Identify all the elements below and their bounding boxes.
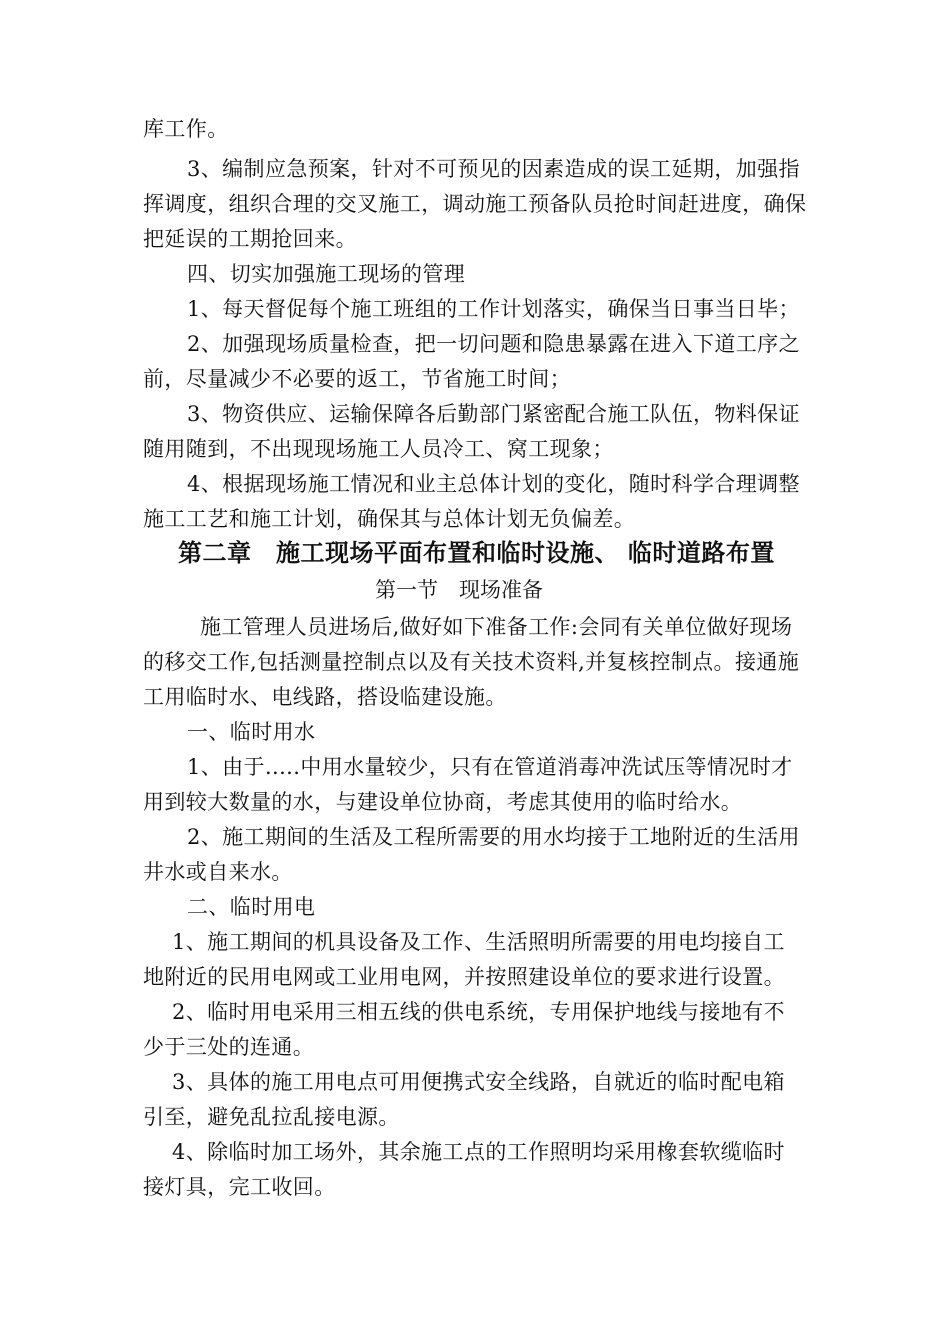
heading-line: 一、临时用水: [187, 720, 316, 744]
section-title: 第一节 现场准备: [375, 578, 543, 602]
paragraph-line: 地附近的民用电网或工业用电网，并按照建设单位的要求进行设置。: [143, 965, 785, 989]
paragraph-line: 4、除临时加工场外，其余施工点的工作照明均采用橡套软缆临时: [172, 1140, 785, 1164]
paragraph-line: 工用临时水、电线路，搭设临建设施。: [143, 685, 507, 709]
paragraph-line: 挥调度，组织合理的交叉施工，调动施工预备队员抢时间赶进度，确保: [143, 192, 807, 216]
paragraph-line: 4、根据现场施工情况和业主总体计划的变化，随时科学合理调整: [187, 472, 800, 496]
paragraph-line: 1、每天督促每个施工班组的工作计划落实，确保当日事当日毕；: [187, 297, 800, 321]
paragraph-line: 3、物资供应、运输保障各后勤部门紧密配合施工队伍，物料保证: [187, 402, 800, 426]
paragraph-line: 用到较大数量的水，与建设单位协商，考虑其使用的临时给水。: [143, 790, 743, 814]
paragraph-line: 把延误的工期抢回来。: [143, 227, 357, 251]
paragraph-line: 2、加强现场质量检查，把一切问题和隐患暴露在进入下道工序之: [187, 332, 800, 356]
paragraph-line: 2、施工期间的生活及工程所需要的用水均接于工地附近的生活用: [187, 825, 800, 849]
paragraph-line: 井水或自来水。: [143, 860, 293, 884]
heading-line: 四、切实加强施工现场的管理: [187, 262, 466, 286]
heading-line: 二、临时用电: [187, 895, 316, 919]
paragraph-line: 2、临时用电采用三相五线的供电系统，专用保护地线与接地有不: [172, 1000, 785, 1024]
paragraph-line: 随用随到，不出现现场施工人员冷工、窝工现象；: [143, 437, 614, 461]
paragraph-line: 少于三处的连通。: [143, 1035, 315, 1059]
chapter-title: 第二章 施工现场平面布置和临时设施、 临时道路布置: [178, 539, 775, 567]
paragraph-line: 库工作。: [143, 117, 229, 141]
paragraph-line: 1、由于.....中用水量较少，只有在管道消毒冲洗试压等情况时才: [187, 755, 793, 779]
paragraph-line: 施工工艺和施工计划，确保其与总体计划无负偏差。: [143, 507, 636, 531]
paragraph-line: 3、编制应急预案，针对不可预见的因素造成的误工延期，加强指: [187, 157, 800, 181]
paragraph-line: 1、施工期间的机具设备及工作、生活照明所需要的用电均接自工: [172, 930, 785, 954]
paragraph-line: 3、具体的施工用电点可用便携式安全线路，自就近的临时配电箱: [172, 1070, 785, 1094]
paragraph-line: 引至，避免乱拉乱接电源。: [143, 1105, 400, 1129]
paragraph-line: 的移交工作,包括测量控制点以及有关技术资料,并复核控制点。接通施: [143, 650, 800, 674]
paragraph-line: 前，尽量减少不必要的返工，节省施工时间；: [143, 367, 571, 391]
paragraph-line: 施工管理人员进场后,做好如下准备工作:会同有关单位做好现场: [200, 615, 793, 639]
paragraph-line: 接灯具，完工收回。: [143, 1175, 336, 1199]
